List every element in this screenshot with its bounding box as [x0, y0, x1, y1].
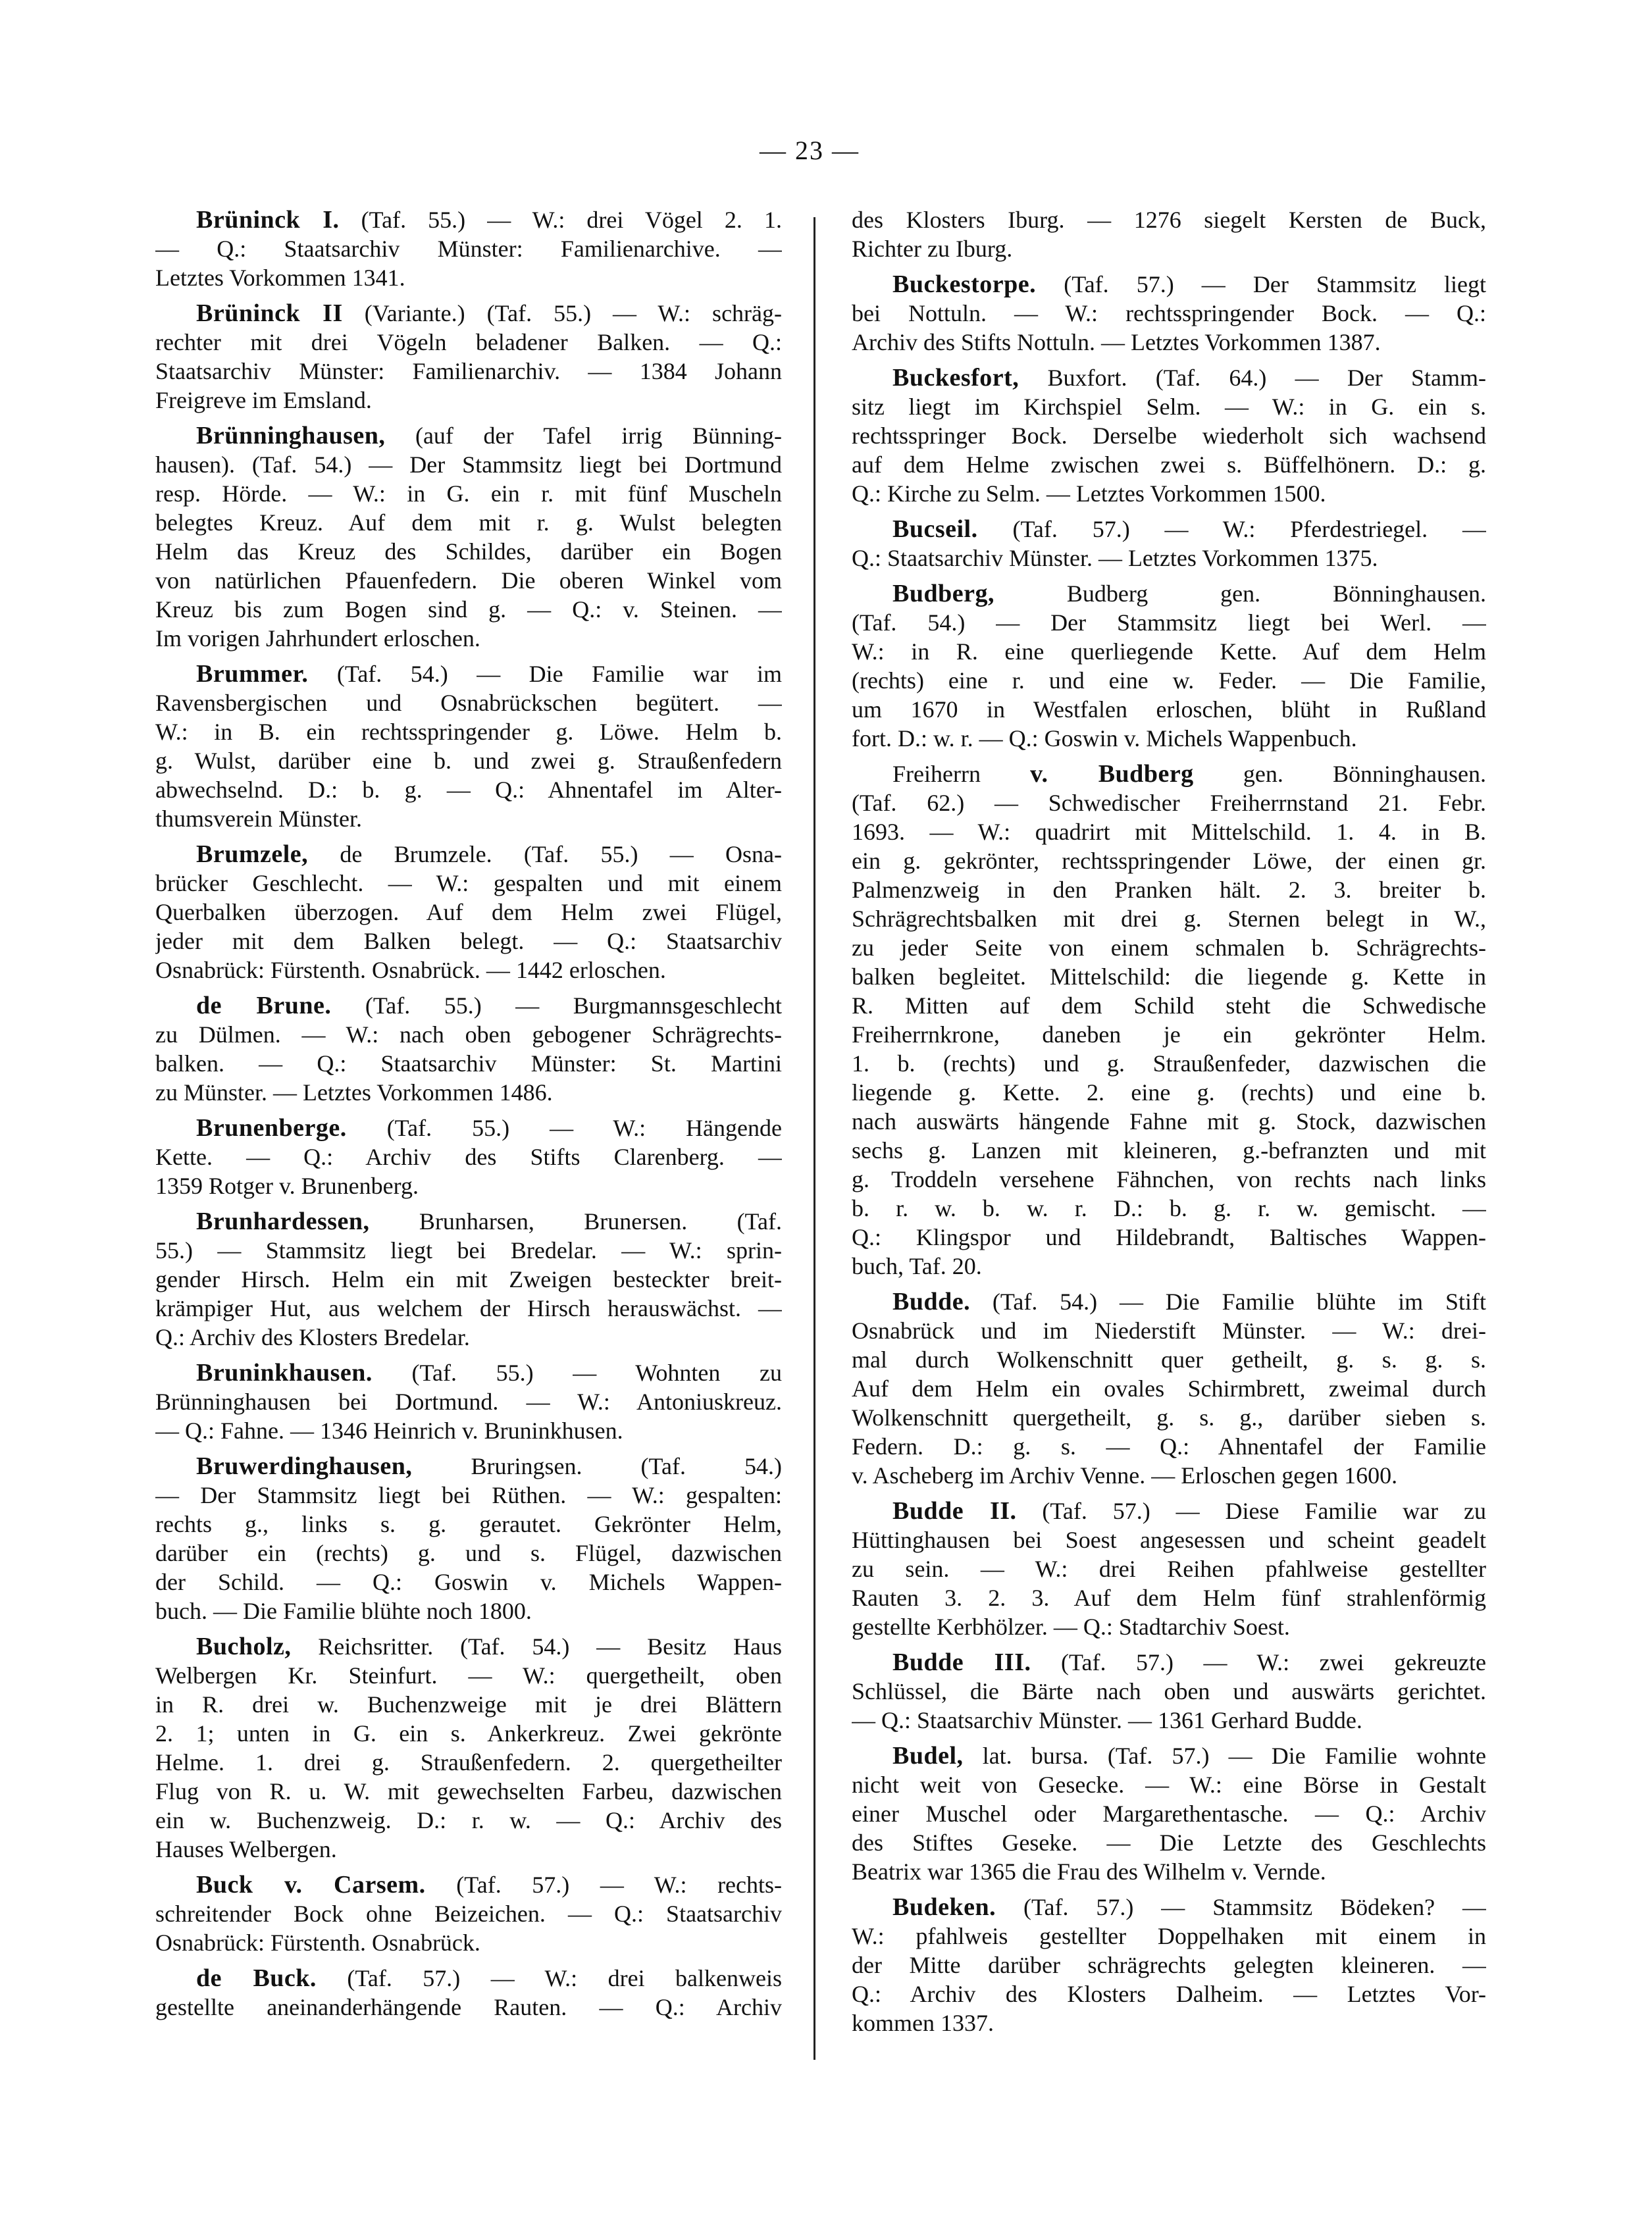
text-line: Welbergen Kr. Steinfurt. — W.: quergetheilt, oben [155, 1662, 782, 1689]
text-line: in R. drei w. Buchenzweige mit je drei Blättern [155, 1691, 782, 1718]
text-line: nach auswärts hängende Fahne mit g. Stock, dazwischen [852, 1108, 1486, 1135]
dictionary-entry [852, 363, 1486, 508]
text-line: um 1670 in Westfalen erloschen, blüht in Rußland [852, 696, 1486, 723]
entry-text: Brunharsen, Brunersen. (Taf. [369, 1208, 782, 1235]
text-line: Kette. — Q.: Archiv des Stifts Clarenberg. — [155, 1144, 782, 1170]
text-line: der Schild. — Q.: Goswin v. Michels Wappen- [155, 1569, 782, 1595]
dictionary-entry [155, 1207, 782, 1352]
dictionary-entry [155, 659, 782, 833]
text-line: gestellte Kerbhölzer. — Q.: Stadtarchiv Soest. [852, 1614, 1290, 1640]
text-line: bei Nottuln. — W.: rechtsspringender Bock. — Q.: [852, 300, 1486, 326]
entry-text: (Taf. 57.) — W.: Pferdestriegel. — [977, 516, 1486, 542]
text-line: 1359 Rotger v. Brunenberg. [155, 1173, 419, 1199]
text-line: brücker Geschlecht. — W.: gespalten und mit einem [155, 870, 782, 896]
text-line: ein w. Buchenzweig. D.: r. w. — Q.: Archiv des [155, 1807, 782, 1833]
text-line: zu jeder Seite von einem schmalen b. Schrägrechts- [852, 934, 1486, 961]
text-line: liegende g. Kette. 2. eine g. (rechts) und eine b. [852, 1079, 1486, 1106]
text-line: W.: in R. eine querliegende Kette. Auf dem Helm [852, 638, 1486, 665]
entry-headword: Brüninck I. [196, 206, 340, 234]
dictionary-entry [155, 299, 782, 415]
entry-headword: Budde II. [892, 1497, 1017, 1525]
text-line: Staatsarchiv Münster: Familienarchiv. — 1384 Johann [155, 358, 782, 384]
text-line: 2. 1; unten in G. ein s. Ankerkreuz. Zwei gekrönte [155, 1720, 782, 1747]
entry-text: (auf der Tafel irrig Bünning- [385, 422, 782, 449]
text-line: Osnabrück: Fürstenth. Osnabrück. [155, 1930, 480, 1956]
entry-headword: Budberg, [892, 580, 994, 607]
text-line [155, 840, 782, 869]
right-column [852, 205, 1486, 2044]
dictionary-entry [155, 840, 782, 985]
entry-headword: Buckestorpe. [892, 270, 1037, 298]
entry-text: (Taf. 55.) — W.: drei Vögel 2. 1. [339, 207, 782, 233]
entry-headword: Brunhardessen, [196, 1208, 370, 1235]
text-line [155, 299, 782, 328]
text-line: fort. D.: w. r. — Q.: Goswin v. Michels Wappenbuch. [852, 725, 1357, 752]
dictionary-entry [852, 1893, 1486, 2037]
text-line: buch. — Die Familie blühte noch 1800. [155, 1598, 532, 1624]
text-line: v. Ascheberg im Archiv Venne. — Erloschen gegen 1600. [852, 1462, 1398, 1489]
entry-text: Reichsritter. (Taf. 54.) — Besitz Haus [291, 1633, 782, 1660]
text-line: Osnabrück: Fürstenth. Osnabrück. — 1442 erloschen. [155, 957, 666, 983]
text-line [155, 1964, 782, 1993]
text-line: Q.: Archiv des Klosters Bredelar. [155, 1324, 470, 1350]
entry-text: (Taf. 54.) — Die Familie war im [308, 661, 782, 687]
entry-text: gen. Bönninghausen. [1193, 761, 1486, 787]
text-line: hausen). (Taf. 54.) — Der Stammsitz liegt bei Dortmund [155, 451, 782, 478]
entry-headword: de Buck. [196, 1964, 317, 1992]
text-line [852, 1648, 1486, 1677]
text-line: (Taf. 54.) — Der Stammsitz liegt bei Werl. — [852, 609, 1486, 636]
text-line: schreitender Bock ohne Beizeichen. — Q.: Staatsarchiv [155, 1901, 782, 1927]
text-line: Archiv des Stifts Nottuln. — Letztes Vorkommen 1387. [852, 329, 1381, 355]
left-column [155, 205, 782, 2028]
dictionary-entry [155, 205, 782, 292]
text-line: belegtes Kreuz. Auf dem mit r. g. Wulst belegten [155, 509, 782, 536]
text-line: des Stiftes Geseke. — Die Letzte des Geschlechts [852, 1829, 1486, 1856]
text-line: W.: pfahlweis gestellter Doppelhaken mit einem in [852, 1923, 1486, 1949]
text-line: rechter mit drei Vögeln beladener Balken. — Q.: [155, 329, 782, 355]
text-line [852, 515, 1486, 544]
text-line: balken. — Q.: Staatsarchiv Münster: St. Martini [155, 1050, 782, 1077]
entry-text: Bruringsen. (Taf. 54.) [412, 1453, 782, 1479]
text-line: Helm das Kreuz des Schildes, darüber ein Bogen [155, 538, 782, 565]
text-line [155, 991, 782, 1020]
dictionary-entry [155, 1113, 782, 1200]
dictionary-entry [852, 1496, 1486, 1641]
text-line [852, 1741, 1486, 1770]
text-line: einer Muschel oder Margarethentasche. — Q.: Archiv [852, 1801, 1486, 1827]
text-line: balken begleitet. Mittelschild: die liegende g. Kette in [852, 963, 1486, 990]
text-line [852, 1287, 1486, 1316]
text-line: Hauses Welbergen. [155, 1836, 337, 1862]
entry-headword: Budel, [892, 1742, 964, 1770]
text-line: mal durch Wolkenschnitt quer getheilt, g. s. g. s. [852, 1346, 1486, 1373]
entry-headword: Brüninck II [196, 299, 343, 327]
text-line [852, 579, 1486, 608]
text-line: Richter zu Iburg. [852, 236, 1013, 262]
text-line: gender Hirsch. Helm ein mit Zweigen besteckter breit- [155, 1266, 782, 1292]
text-line: sitz liegt im Kirchspiel Selm. — W.: in G. ein s. [852, 394, 1486, 420]
entry-headword: Bruwerdinghausen, [196, 1452, 413, 1480]
text-line: resp. Hörde. — W.: in G. ein r. mit fünf Muscheln [155, 480, 782, 507]
text-line: — Q.: Staatsarchiv Münster. — 1361 Gerhard Budde. [852, 1707, 1362, 1733]
text-line: — Q.: Staatsarchiv Münster: Familienarchive. — [155, 236, 782, 262]
text-line: — Der Stammsitz liegt bei Rüthen. — W.: gespalten: [155, 1482, 782, 1508]
text-line: Ravensbergischen und Osnabrückschen begütert. — [155, 690, 782, 716]
text-line: (rechts) eine r. und eine w. Feder. — Die Familie, [852, 667, 1486, 694]
text-line: Freigreve im Emsland. [155, 387, 372, 413]
text-line [852, 270, 1486, 299]
text-line: Hüttinghausen bei Soest angesessen und scheint geadelt [852, 1527, 1486, 1553]
text-line: g. Troddeln versehene Fähnchen, von rechts nach links [852, 1166, 1486, 1192]
text-line: 1693. — W.: quadrirt mit Mittelschild. 1. 4. in B. [852, 819, 1486, 845]
dictionary-entry [852, 1741, 1486, 1886]
text-line [155, 1870, 782, 1899]
dictionary-entry [155, 1632, 782, 1864]
column-divider [813, 217, 815, 2060]
entry-headword: Buck v. Carsem. [196, 1871, 426, 1899]
dictionary-entry [155, 421, 782, 653]
text-line: Flug von R. u. W. mit gewechselten Farbeu, dazwischen [155, 1778, 782, 1804]
page-number: — 23 — [760, 136, 860, 165]
entry-headword: Bucholz, [196, 1633, 292, 1660]
entry-text: (Taf. 57.) — W.: rechts- [425, 1872, 782, 1898]
entry-headword: v. Budberg [1030, 760, 1194, 788]
text-line: Q.: Staatsarchiv Münster. — Letztes Vorkommen 1375. [852, 545, 1378, 571]
text-line: jeder mit dem Balken belegt. — Q.: Staatsarchiv [155, 928, 782, 954]
text-line: — Q.: Fahne. — 1346 Heinrich v. Bruninkhusen. [155, 1418, 623, 1444]
text-line [852, 363, 1486, 392]
text-line [155, 1358, 782, 1387]
text-line [852, 759, 1486, 788]
text-line: b. r. w. b. w. r. D.: b. g. r. w. gemischt. — [852, 1195, 1486, 1221]
text-line: Schlüssel, die Bärte nach oben und auswärts gerichtet. [852, 1678, 1486, 1704]
text-line: auf dem Helme zwischen zwei s. Büffelhönern. D.: g. [852, 451, 1486, 478]
text-line: thumsverein Münster. [155, 806, 362, 832]
text-line: der Mitte darüber schrägrechts gelegten kleineren. — [852, 1952, 1486, 1978]
entry-text: de Brumzele. (Taf. 55.) — Osna- [308, 841, 782, 867]
entry-text: Buxfort. (Taf. 64.) — Der Stamm- [1019, 365, 1486, 391]
entry-text: (Taf. 57.) — W.: drei balkenweis [316, 1965, 782, 1991]
dictionary-entry [155, 991, 782, 1107]
text-line: kommen 1337. [852, 2010, 994, 2036]
text-line: krämpiger Hut, aus welchem der Hirsch herauswächst. — [155, 1295, 782, 1321]
text-line: zu Dülmen. — W.: nach oben gebogener Schrägrechts- [155, 1021, 782, 1048]
entry-text: (Taf. 55.) — W.: Hängende [346, 1115, 782, 1141]
text-line: von natürlichen Pfauenfedern. Die oberen Winkel vom [155, 567, 782, 594]
entry-text: (Taf. 55.) — Wohnten zu [372, 1360, 782, 1386]
entry-headword: Budeken. [892, 1893, 996, 1921]
text-line: 1. b. (rechts) und g. Straußenfeder, dazwischen die [852, 1050, 1486, 1077]
entry-text: lat. bursa. (Taf. 57.) — Die Familie wohnte [963, 1743, 1486, 1769]
entry-headword: de Brune. [196, 992, 332, 1019]
text-line [852, 1496, 1486, 1525]
text-line: Q.: Archiv des Klosters Dalheim. — Letztes Vor- [852, 1981, 1486, 2007]
text-line: des Klosters Iburg. — 1276 siegelt Kersten de Buck, [852, 207, 1486, 233]
entry-headword: Budde. [892, 1288, 971, 1316]
text-line: R. Mitten auf dem Schild steht die Schwedische [852, 992, 1486, 1019]
text-line: Brünninghausen bei Dortmund. — W.: Antoniuskreuz. [155, 1389, 782, 1415]
text-line: buch, Taf. 20. [852, 1253, 982, 1279]
text-line: (Taf. 62.) — Schwedischer Freiherrnstand 21. Febr. [852, 790, 1486, 816]
text-line: Rauten 3. 2. 3. Auf dem Helm fünf strahlenförmig [852, 1585, 1486, 1611]
dictionary-entry [852, 759, 1486, 1281]
text-line: Kreuz bis zum Bogen sind g. — Q.: v. Steinen. — [155, 596, 782, 623]
text-line [155, 1452, 782, 1481]
entry-text: (Taf. 57.) — W.: zwei gekreuzte [1031, 1649, 1486, 1675]
text-line [155, 421, 782, 450]
dictionary-entry [852, 270, 1486, 357]
text-line: Letztes Vorkommen 1341. [155, 265, 405, 291]
text-line: Auf dem Helm ein ovales Schirmbrett, zweimal durch [852, 1375, 1486, 1402]
text-line [852, 1893, 1486, 1922]
entry-headword: Buckesfort, [892, 364, 1020, 392]
text-line: Wolkenschnitt quergetheilt, g. s. g., darüber sieben s. [852, 1404, 1486, 1431]
entry-text: (Taf. 57.) — Stammsitz Bödeken? — [996, 1894, 1486, 1920]
entry-headword: Brumzele, [196, 840, 309, 868]
text-line [155, 1207, 782, 1236]
entry-text: (Taf. 54.) — Die Familie blühte im Stift [970, 1289, 1486, 1315]
entry-headword: Brummer. [196, 660, 309, 688]
text-line [155, 205, 782, 234]
entry-headword: Bucseil. [892, 515, 978, 543]
text-line: Federn. D.: g. s. — Q.: Ahnentafel der Familie [852, 1433, 1486, 1460]
entry-headword: Bruninkhausen. [196, 1359, 373, 1387]
text-line: Schrägrechtsbalken mit drei g. Sternen belegt in W., [852, 906, 1486, 932]
dictionary-entry [155, 1452, 782, 1625]
text-line: gestellte aneinanderhängende Rauten. — Q.: Archiv [155, 1994, 782, 2020]
entry-headword: Brunenberge. [196, 1114, 347, 1142]
text-line: zu Münster. — Letztes Vorkommen 1486. [155, 1079, 553, 1106]
text-line [155, 1113, 782, 1142]
entry-text: (Variante.) (Taf. 55.) — W.: schräg- [342, 300, 782, 326]
entry-text: (Taf. 57.) — Der Stammsitz liegt [1036, 271, 1486, 297]
text-line: ein g. gekrönter, rechtsspringender Löwe, der einen gr. [852, 848, 1486, 874]
text-line: sechs g. Lanzen mit kleineren, g.-befranzten und mit [852, 1137, 1486, 1164]
text-line: Osnabrück und im Niederstift Münster. — W.: drei- [852, 1317, 1486, 1344]
text-line: g. Wulst, darüber eine b. und zwei g. Straußenfedern [155, 748, 782, 774]
entry-headword: Brünninghausen, [196, 422, 386, 449]
dictionary-entry [155, 1358, 782, 1445]
text-line: Beatrix war 1365 die Frau des Wilhelm v. Vernde. [852, 1858, 1326, 1885]
dictionary-entry [852, 1287, 1486, 1490]
text-line: Helme. 1. drei g. Straußenfedern. 2. quergetheilter [155, 1749, 782, 1776]
text-line: W.: in B. ein rechtsspringender g. Löwe. Helm b. [155, 719, 782, 745]
entry-continuation [852, 205, 1486, 263]
text-line [155, 1632, 782, 1661]
text-line: Q.: Kirche zu Selm. — Letztes Vorkommen 1500. [852, 480, 1326, 507]
text-line: 55.) — Stammsitz liegt bei Bredelar. — W.: sprin- [155, 1237, 782, 1264]
text-line: darüber ein (rechts) g. und s. Flügel, dazwischen [155, 1540, 782, 1566]
text-line: Im vorigen Jahrhundert erloschen. [155, 625, 480, 652]
dictionary-entry [155, 1870, 782, 1957]
dictionary-entry [852, 579, 1486, 753]
dictionary-entry [852, 1648, 1486, 1735]
text-line: zu sein. — W.: drei Reihen pfahlweise gestellter [852, 1556, 1486, 1582]
text-line: rechts g., links s. g. gerautet. Gekrönter Helm, [155, 1511, 782, 1537]
entry-prefix: Freiherrn [892, 761, 1031, 787]
entry-text: (Taf. 55.) — Burgmannsgeschlecht [331, 992, 782, 1019]
text-line: Freiherrnkrone, daneben je ein gekrönter Helm. [852, 1021, 1486, 1048]
text-line: abwechselnd. D.: b. g. — Q.: Ahnentafel im Alter- [155, 777, 782, 803]
dictionary-entry [155, 1964, 782, 2022]
entry-text: (Taf. 57.) — Diese Familie war zu [1016, 1498, 1486, 1524]
text-line: rechtsspringer Bock. Derselbe wiederholt sich wachsend [852, 422, 1486, 449]
text-line: nicht weit von Gesecke. — W.: eine Börse in Gestalt [852, 1772, 1486, 1798]
entry-headword: Budde III. [892, 1649, 1031, 1676]
dictionary-entry [852, 515, 1486, 573]
text-line: Querbalken überzogen. Auf dem Helm zwei Flügel, [155, 899, 782, 925]
text-line [155, 659, 782, 688]
entry-text: Budberg gen. Bönninghausen. [994, 580, 1486, 607]
text-line: Q.: Klingspor und Hildebrandt, Baltisches Wappen- [852, 1224, 1486, 1250]
text-line: Palmenzweig in den Pranken hält. 2. 3. breiter b. [852, 877, 1486, 903]
